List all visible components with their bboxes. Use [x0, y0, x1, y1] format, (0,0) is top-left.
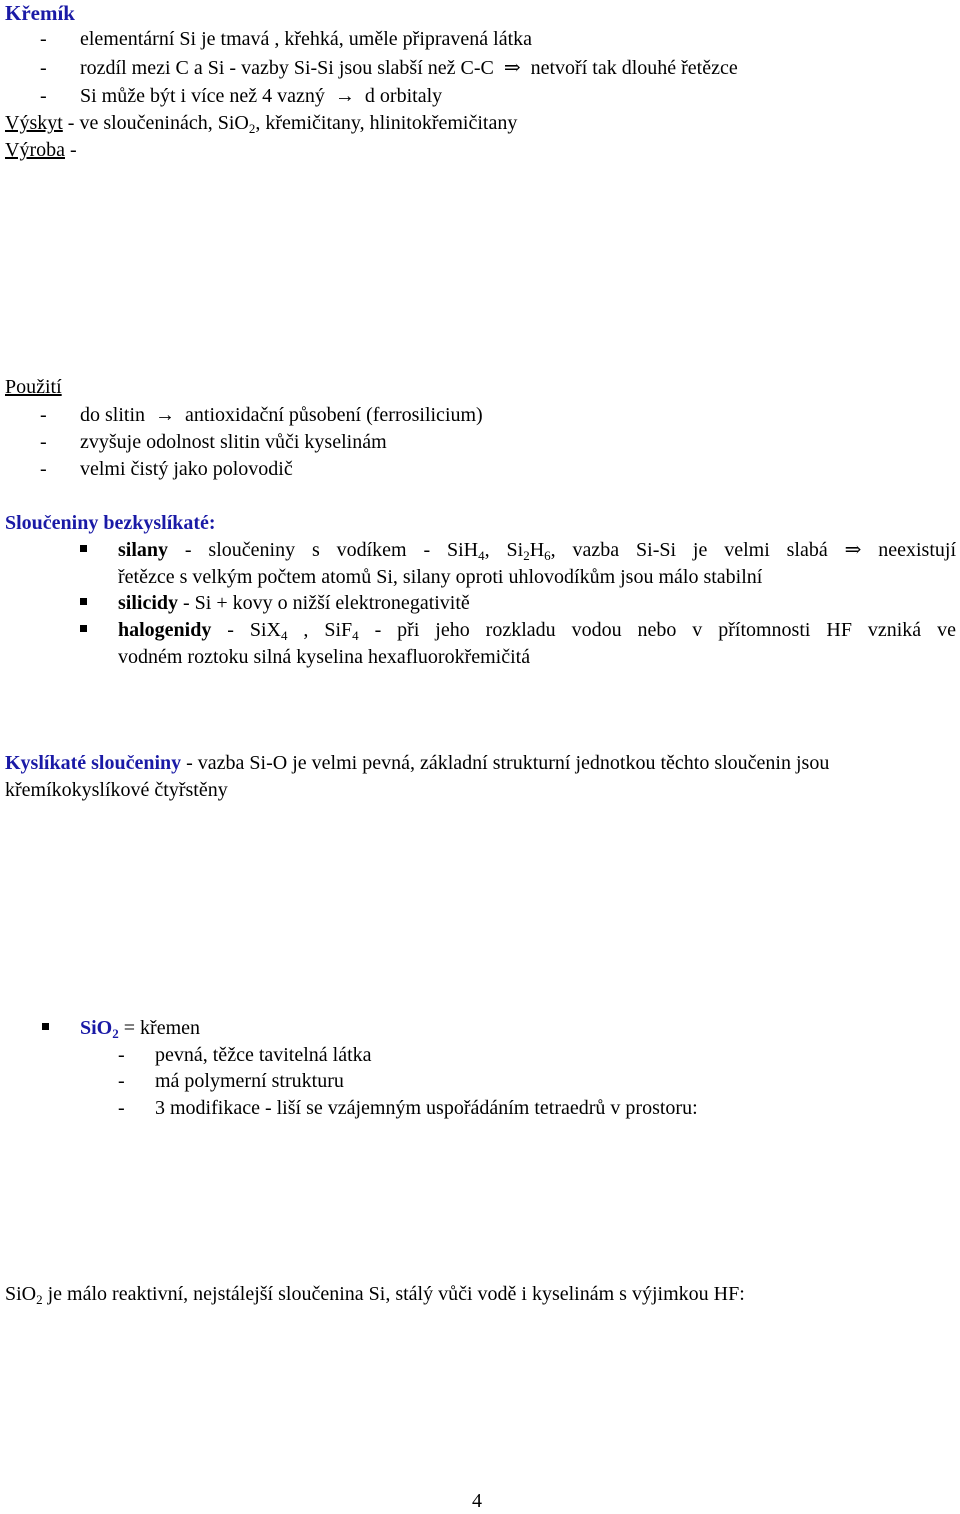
text: SiO: [5, 1283, 37, 1305]
text: = křemen: [118, 1017, 200, 1039]
text: , SiF: [287, 619, 353, 641]
term: halogenidy: [118, 619, 212, 641]
arrow-right-icon: →: [329, 85, 360, 107]
sio2-term: [80, 1017, 119, 1039]
vyroba-text: -: [64, 139, 77, 161]
text: - vazba Si-O je velmi pevná, základní strukturní jednotkou těchto sloučenin jsou: [181, 752, 830, 774]
text: , vazba Si-Si je velmi slabá: [550, 539, 828, 561]
subscript: 4: [281, 628, 288, 643]
subscript: 2: [36, 1292, 43, 1307]
silany-line-1: [118, 537, 956, 563]
list-item-text: netvoří tak dlouhé řetězce: [530, 57, 738, 79]
halogenidy-line-2: vodném roztoku silná kyselina hexafluorokřemičitá: [118, 646, 531, 668]
list-dash: -: [118, 1097, 125, 1119]
list-dash: -: [40, 404, 47, 426]
silicidy-line: [118, 590, 470, 616]
list-item-text: antioxidační působení (ferrosilicium): [185, 404, 483, 426]
subscript: 2: [112, 1026, 119, 1041]
square-bullet-icon: [80, 545, 87, 552]
silany-line-2: řetězce s velkým počtem atomů Si, silany oproti uhlovodíkům jsou málo stabilní: [118, 566, 763, 588]
vyroba-label: Výroba: [5, 139, 65, 161]
list-item: zvyšuje odolnost slitin vůči kyselinám: [80, 431, 387, 453]
list-dash: -: [118, 1070, 125, 1092]
list-item-text: rozdíl mezi C a Si - vazby Si-Si jsou slabší než C-C: [80, 57, 494, 79]
bezkyslikate-heading: Sloučeniny bezkyslíkaté:: [5, 512, 216, 534]
subscript: 6: [544, 548, 551, 563]
kyslikate-line-1: [5, 750, 829, 776]
sio2-line: [80, 1015, 200, 1041]
list-item: pevná, těžce tavitelná látka: [155, 1044, 372, 1066]
vyskyt-text: - ve sloučeninách, SiO: [62, 112, 249, 134]
list-dash: -: [40, 85, 47, 107]
list-dash: -: [118, 1044, 125, 1066]
list-item: [80, 55, 738, 81]
text: H: [529, 539, 545, 561]
pouziti-label: Použití: [5, 376, 62, 398]
sio2-reactivity-line: [5, 1281, 745, 1307]
text: SiO: [80, 1017, 113, 1039]
list-item-text: Si může být i více než 4 vazný: [80, 85, 325, 107]
subscript: 2: [523, 548, 530, 563]
subscript: 4: [352, 628, 359, 643]
list-item: má polymerní strukturu: [155, 1070, 344, 1092]
halogenidy-line-1: [118, 617, 956, 643]
list-item-text: do slitin: [80, 404, 146, 426]
list-dash: -: [40, 458, 47, 480]
subscript: 4: [478, 548, 485, 563]
page-title: Křemík: [5, 1, 75, 25]
kyslikate-heading: Kyslíkaté sloučeniny: [5, 752, 182, 774]
list-dash: -: [40, 28, 47, 50]
list-item: elementární Si je tmavá , křehká, uměle připravená látka: [80, 28, 533, 50]
text: - Si + kovy o nižší elektronegativitě: [178, 592, 470, 614]
term: silany: [118, 539, 169, 561]
text: neexistují: [878, 539, 956, 561]
vyroba-line: [5, 137, 77, 163]
square-bullet-icon: [80, 598, 87, 605]
text: je málo reaktivní, nejstálejší sloučenina Si, stálý vůči vodě i kyselinám s výjimkou HF:: [42, 1283, 745, 1305]
list-dash: -: [40, 431, 47, 453]
list-dash: -: [40, 57, 47, 79]
list-item: [80, 83, 442, 109]
text: , Si: [484, 539, 524, 561]
implies-arrow-icon: ⇒: [844, 539, 862, 561]
arrow-right-icon: →: [150, 404, 181, 426]
term: silicidy: [118, 592, 179, 614]
list-item: velmi čistý jako polovodič: [80, 458, 293, 480]
page-number: 4: [472, 1490, 482, 1512]
square-bullet-icon: [80, 625, 87, 632]
list-item: [80, 402, 483, 428]
implies-arrow-icon: ⇒: [498, 57, 526, 79]
list-item-text: d orbitaly: [364, 85, 443, 107]
vyskyt-label: Výskyt: [5, 112, 63, 134]
square-bullet-icon: [42, 1023, 49, 1030]
list-item: 3 modifikace - liší se vzájemným uspořádáním tetraedrů v prostoru:: [155, 1097, 698, 1119]
text: - sloučeniny s vodíkem - SiH: [168, 539, 479, 561]
vyskyt-line: [5, 110, 517, 136]
text: - při jeho rozkladu vodou nebo v přítomnosti HF vzniká ve: [358, 619, 956, 641]
kyslikate-line-2: křemíkokyslíkové čtyřstěny: [5, 779, 228, 801]
vyskyt-text: , křemičitany, hlinitokřemičitany: [255, 112, 518, 134]
subscript: 2: [248, 121, 256, 136]
text: - SiX: [211, 619, 281, 641]
